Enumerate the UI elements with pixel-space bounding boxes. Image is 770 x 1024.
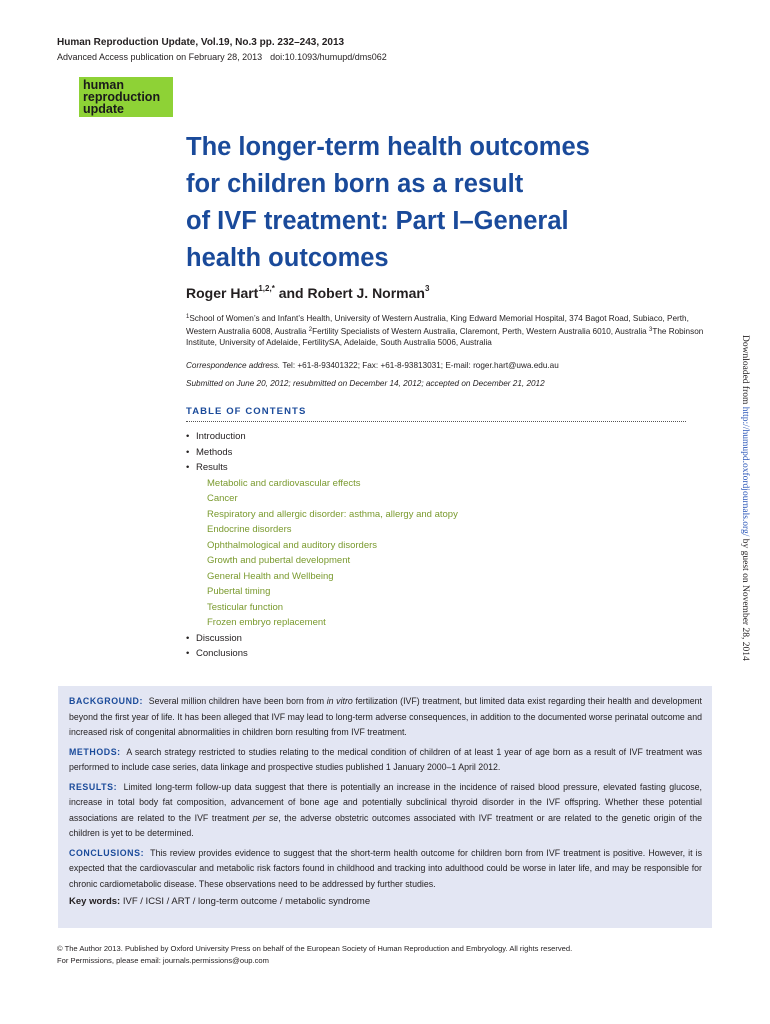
article-title <box>186 129 686 277</box>
toc-subitem[interactable]: Cancer <box>207 493 238 504</box>
toc-subitem[interactable]: Endocrine disorders <box>207 524 292 535</box>
toc-subitem[interactable]: General Health and Wellbeing <box>207 570 334 582</box>
keywords-label: Key words: <box>69 896 121 907</box>
logo-line-3: update <box>83 102 124 116</box>
results-text: , the adverse obstetric outcomes associated with IVF treatment or are related to the genetic origin of the children is yet to be determined. <box>69 812 702 838</box>
publication-info <box>57 52 387 62</box>
copyright: © The Author 2013. Published by Oxford University Press on behalf of the European Society of Human Reproduction and Embryology. All rights reserved. <box>57 944 573 953</box>
authors <box>186 284 429 301</box>
abstract-results <box>69 780 702 842</box>
correspondence-label: Correspondence address. <box>186 361 281 370</box>
doi: doi:10.1093/humupd/dms062 <box>270 52 387 62</box>
affil-number: 2 <box>308 326 313 333</box>
abstract-methods <box>69 745 702 776</box>
footer <box>57 943 572 967</box>
journal-logo <box>79 77 173 117</box>
toc-item-conclusions[interactable]: • Conclusions <box>186 646 458 662</box>
author-affil-sup: 3 <box>424 284 430 293</box>
watermark-link[interactable]: http://humupd.oxfordjournals.org/ <box>740 406 750 537</box>
toc-subitem[interactable]: Growth and pubertal development <box>207 555 351 566</box>
submission-dates: Submitted on June 20, 2012; resubmitted on December 14, 2012; accepted on December 21, 2012 <box>186 379 545 388</box>
correspondence <box>186 361 559 370</box>
watermark-text: by guest on November 28, 2014 <box>740 538 750 661</box>
journal-citation: Human Reproduction Update, Vol.19, No.3 pp. 232–243, 2013 <box>57 37 345 48</box>
watermark-text: Downloaded from <box>740 335 750 405</box>
results-label: RESULTS: <box>69 781 118 792</box>
author-name: Robert J. Norman <box>307 285 425 301</box>
affiliation-text: School of Women’s and Infant’s Health, University of Western Australia, King Edward Memorial Hospital, 374 Bagot Road, Subiaco, Perth, Western Australia 6008, Australia <box>186 314 689 336</box>
affiliations <box>186 312 706 349</box>
methods-text: A search strategy restricted to studies relating to the medical condition of children of at least 1 year of age born as a result of IVF treatment was performed to include case series, data linkage and prospective studies published 1 January 2000–1 April 2012. <box>69 746 702 772</box>
download-watermark <box>740 335 750 661</box>
background-text: Several million children have been born from <box>148 696 325 706</box>
title-line: for children born as a result <box>186 170 524 198</box>
toc-divider <box>186 421 686 422</box>
background-label: BACKGROUND: <box>69 696 144 706</box>
results-text: Limited long-term follow-up data suggest that there is potentially an increase in the incidence of raised blood pressure, elevated fasting glucose, increase in total body fat composition, advancement of bone age and potentially subclinical thyroid disorder in the IVF offspring. Whether these potential associations are related to the IVF treatment <box>69 781 702 823</box>
toc-subitem[interactable]: Respiratory and allergic disorder: asthma, allergy and atopy <box>207 508 458 520</box>
keywords <box>69 896 702 907</box>
affiliation-text: The Robinson Institute, University of Adelaide, FertilitySA, Adelaide, South Australia 5006, Australia <box>186 326 704 347</box>
toc-item-discussion[interactable]: • Discussion <box>186 631 458 647</box>
toc-subitem[interactable]: Metabolic and cardiovascular effects <box>207 477 361 489</box>
affil-number: 1 <box>186 314 190 320</box>
toc-subitem[interactable]: Frozen embryo replacement <box>207 617 326 628</box>
keywords-text: IVF / ICSI / ART / long-term outcome / metabolic syndrome <box>122 896 371 907</box>
title-line: of IVF treatment: Part I–General <box>186 207 569 235</box>
abstract-conclusions <box>69 846 702 893</box>
logo-line-1: human <box>83 78 124 92</box>
affil-number: 3 <box>648 326 653 333</box>
table-of-contents <box>186 429 458 662</box>
toc-subitem[interactable]: Ophthalmological and auditory disorders <box>207 539 378 551</box>
title-line: The longer-term health outcomes <box>186 133 590 161</box>
logo-line-2: reproduction <box>83 90 161 104</box>
publication-date: Advanced Access publication on February 28, 2013 <box>57 52 263 62</box>
permissions: For Permissions, please email: journals.permissions@oup.com <box>57 956 269 965</box>
methods-label: METHODS: <box>69 746 121 757</box>
author-affil-sup: 1,2,* <box>258 284 275 293</box>
abstract-background <box>69 694 702 741</box>
author-conjunction: and <box>278 285 304 301</box>
toc-item-methods[interactable]: • Methods <box>186 445 458 461</box>
toc-item-results[interactable]: • Results <box>186 460 458 476</box>
conclusions-label: CONCLUSIONS: <box>69 847 145 858</box>
affiliation-text: Fertility Specialists of Western Australia, Claremont, Perth, Western Australia 6010, Australia <box>312 326 647 336</box>
results-italic: per se <box>252 812 279 823</box>
toc-subitem[interactable]: Pubertal timing <box>207 586 271 597</box>
conclusions-text: This review provides evidence to suggest that the short-term health outcome for children born from IVF treatment is positive. However, it is expected that the cardiovascular and metabolic risk factors found in childhood and tracking into adulthood could be worse in later life, and may be responsible for chronic cardiometabolic disease. These observations need to be addressed by further studies. <box>69 847 702 889</box>
toc-heading: TABLE OF CONTENTS <box>186 406 307 417</box>
correspondence-text[interactable]: Tel: +61-8-93401322; Fax: +61-8-93813031; E-mail: roger.hart@uwa.edu.au <box>282 361 559 370</box>
abstract <box>58 686 712 928</box>
author-name: Roger Hart <box>186 285 259 301</box>
title-line: health outcomes <box>186 244 389 272</box>
toc-item-introduction[interactable]: • Introduction <box>186 429 458 445</box>
toc-subitem[interactable]: Testicular function <box>207 601 284 613</box>
background-text: fertilization (IVF) treatment, but limited data exist regarding their health and development beyond the first year of life. It has been alleged that IVF may lead to long-term adverse consequences, in addition to the documented worse perinatal outcome and increased risk of congenital abnormalities in children born resulting from IVF treatment. <box>69 696 702 737</box>
background-italic: in vitro <box>326 696 353 706</box>
